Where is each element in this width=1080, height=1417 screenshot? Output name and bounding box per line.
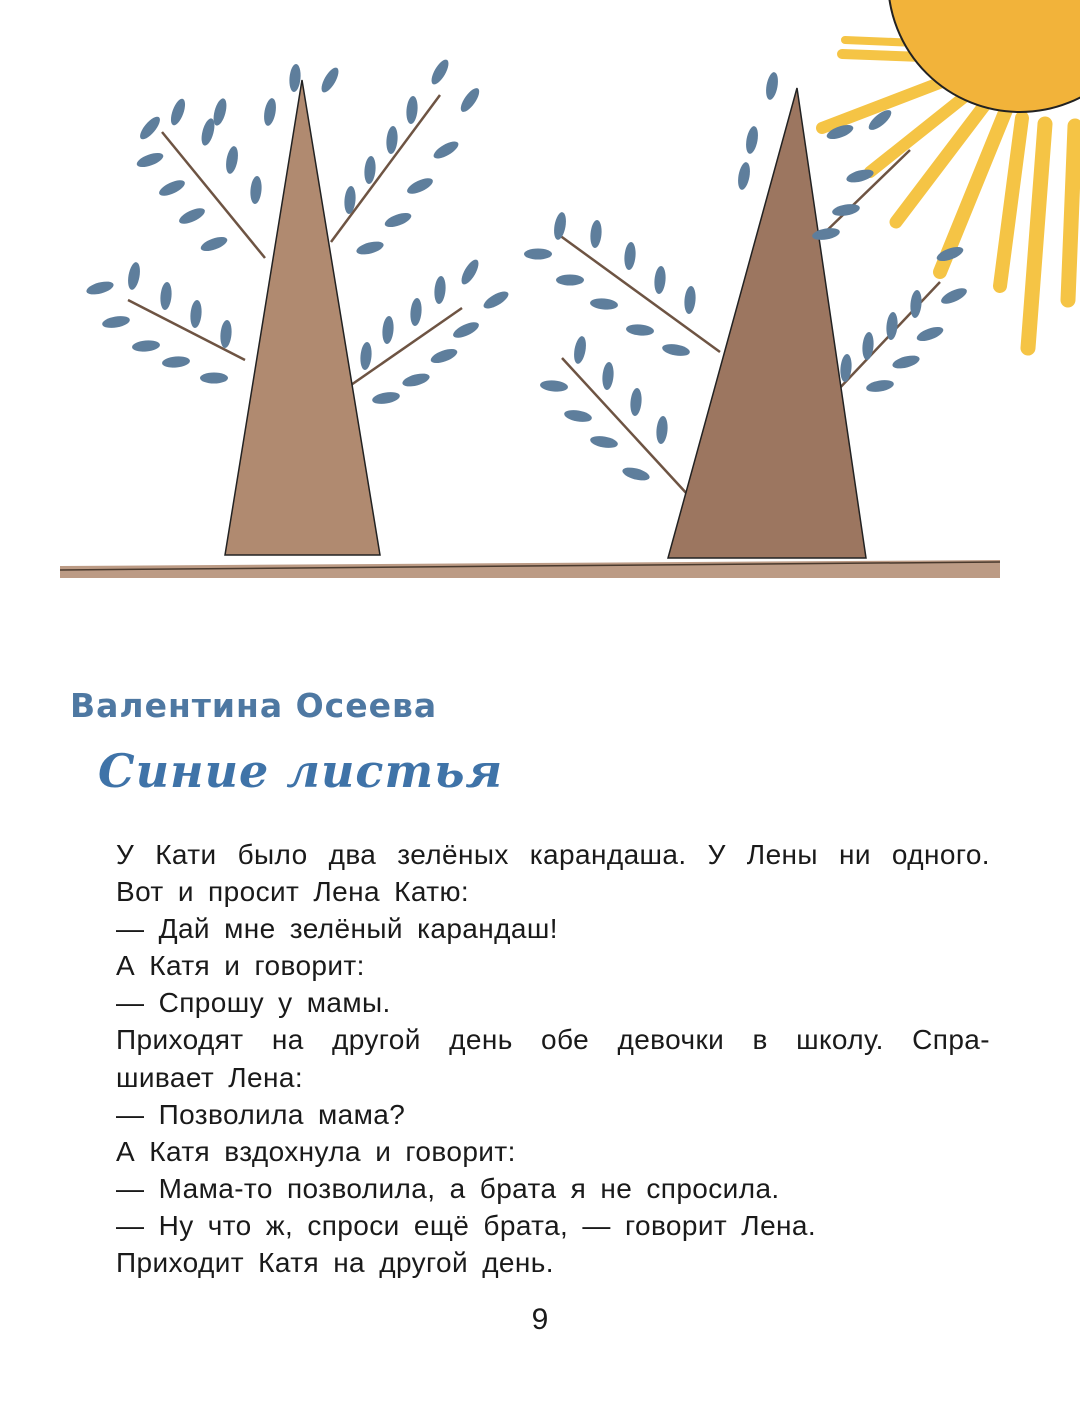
story-line: — Ну что ж, спроси ещё брата, — говорит Лена. bbox=[116, 1209, 817, 1241]
story-line: — Мама-то позволила, а брата я не спросила. bbox=[116, 1172, 780, 1204]
tree-left bbox=[85, 57, 511, 555]
page-number: 9 bbox=[531, 1303, 549, 1336]
story-title: Синие листья bbox=[98, 744, 504, 798]
story-line: шивает Лена: bbox=[116, 1061, 304, 1093]
story-line: — Спрошу у мамы. bbox=[116, 987, 391, 1019]
ground bbox=[60, 560, 1000, 578]
story-line: А Катя и говорит: bbox=[116, 950, 365, 982]
story-line: — Позволила мама? bbox=[116, 1098, 406, 1130]
story-line: Приходят на другой день обе девочки в школу. Спра- bbox=[116, 1024, 990, 1056]
illustration bbox=[0, 0, 1080, 600]
story-line: Приходит Катя на другой день. bbox=[116, 1247, 554, 1279]
story-line: — Дай мне зелёный карандаш! bbox=[116, 913, 558, 945]
story-line: Вот и просит Лена Катю: bbox=[116, 876, 470, 908]
story-line: А Катя вздохнула и говорит: bbox=[116, 1135, 516, 1167]
author-name: Валентина Осеева bbox=[70, 686, 438, 725]
story-line: У Кати было два зелёных карандаша. У Лены ни одного. bbox=[116, 839, 990, 870]
story-text bbox=[116, 836, 990, 1281]
